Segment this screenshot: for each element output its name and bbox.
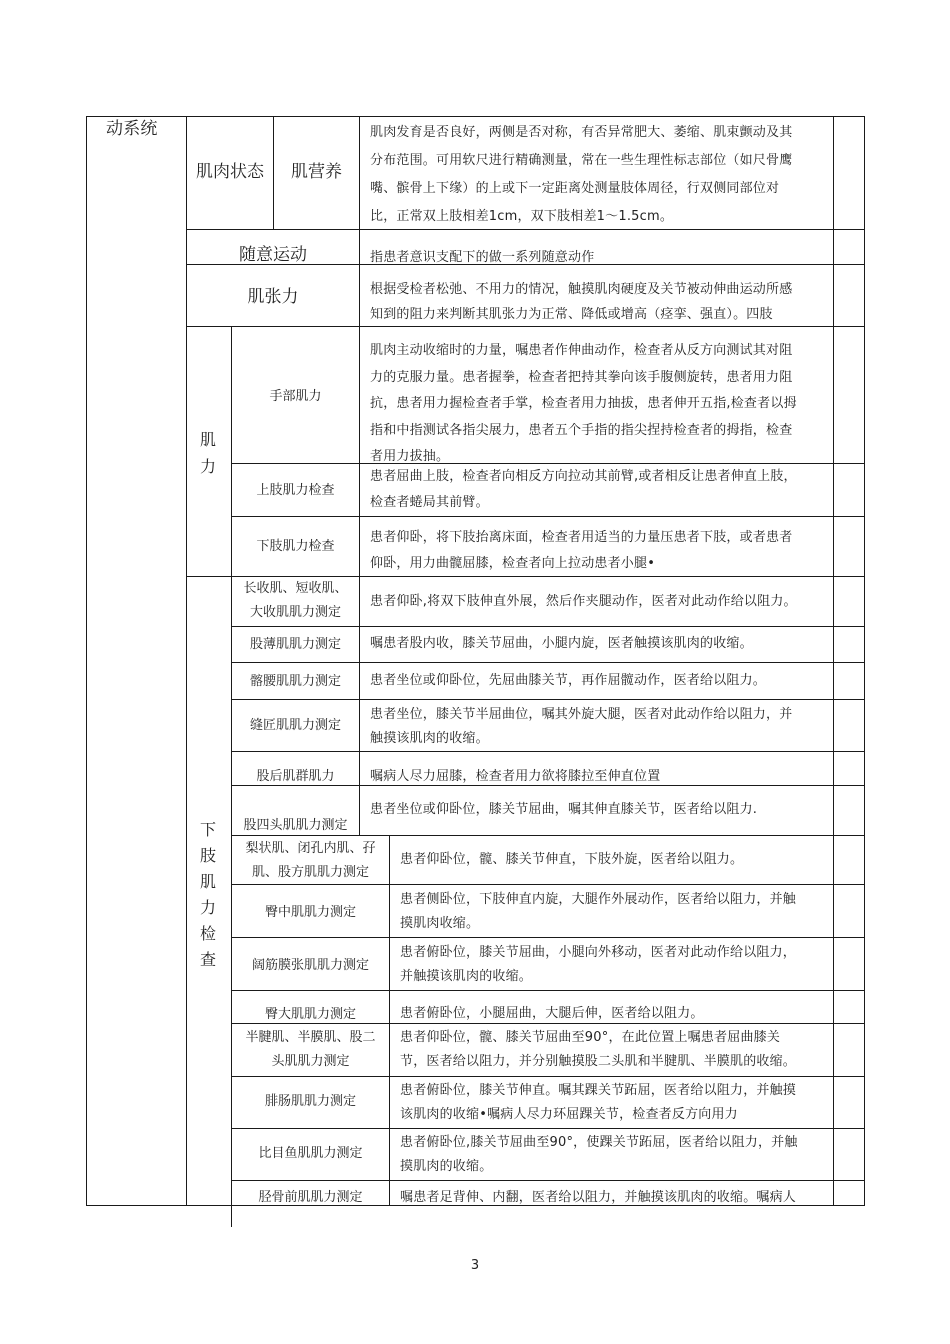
strength-group-label: 肌 力 (199, 430, 216, 476)
lower-limb-row-label: 臀中肌肌力测定 (264, 905, 356, 920)
row-line (231, 699, 865, 700)
strength-row-label: 手部肌力 (269, 389, 322, 404)
strength-row-desc: 肌肉主动收缩时的力量，嘱患者作伸曲动作，检查者从反方向测试其对阻 力的克服力量。患者握拳，检查者把持其拳向该手腹侧旋转，患者用力阻 抗，患者用力握检查者手掌，检查者用力抽拔，患者伸开五指,检查者以拇 指和中指测试各指尖展力，患者五个手指的指尖捏持检查者的拇指，检查 者用力拔抽。 (370, 343, 797, 464)
lower-limb-row-desc: 患者俯卧位,膝关节屈曲至90°，使踝关节跖屈，医者给以阻力，并触 摸肌肉的收缩。 (400, 1135, 798, 1174)
lower-limb-row-desc: 嘱患者股内收，膝关节屈曲，小腿内旋，医者触摸该肌肉的收缩。 (370, 636, 753, 651)
lower-limb-row-label: 阔筋膜张肌肌力测定 (251, 958, 369, 973)
lower-limb-row-desc: 患者仰卧位，髋、膝关节伸直，下肢外旋，医者给以阻力。 (400, 852, 744, 867)
lower-limb-group-label: 下 肢 肌 力 检 查 (199, 820, 216, 969)
lower-limb-row-desc: 患者侧卧位，下肢伸直内旋，大腿作外展动作，医者给以阻力，并触 摸肌肉收缩。 (400, 892, 797, 931)
lower-limb-row-desc: 患者仰卧位，髋、膝关节屈曲至90°，在此位置上嘱患者屈曲膝关 节，医者给以阻力，并分别触摸股二头肌和半腱肌、半膜肌的收缩。 (400, 1030, 797, 1069)
lower-limb-row-desc: 患者俯卧位，小腿屈曲，大腿后伸，医者给以阻力。 (400, 1006, 704, 1021)
lower-limb-row-desc: 患者坐位，膝关节半屈曲位，嘱其外旋大腿，医者对此动作给以阻力，并 触摸该肌肉的收缩。 (370, 707, 793, 746)
col-line-desc-upper (359, 116, 360, 835)
lower-limb-row-desc: 患者仰卧,将双下肢伸直外展，然后作夹腿动作，医者对此动作给以阻力。 (370, 594, 797, 609)
lower-limb-row-label: 长收肌、短收肌、 大收肌肌力测定 (243, 581, 348, 620)
voluntary-movement-desc: 指患者意识支配下的做一系列随意动作 (370, 250, 595, 265)
row-line (231, 1180, 865, 1181)
table-left-border (86, 116, 87, 1206)
muscle-nutrition-label: 肌营养 (291, 162, 342, 182)
lower-limb-row-label: 梨状肌、闭孔内肌、孖 肌、股方肌肌力测定 (245, 841, 376, 880)
row-line (231, 662, 865, 663)
row-line (231, 990, 865, 991)
lower-limb-row-label: 半腱肌、半膜肌、股二 头肌肌力测定 (245, 1030, 376, 1069)
muscle-nutrition-desc: 肌肉发育是否良好，两侧是否对称，有否异常肥大、萎缩、肌束颤动及其 分布范围。可用软尺进行精确测量，常在一些生理性标志部位（如尺骨鹰 嘴、髌骨上下缘）的上或下一定距离处测量肢体周径，行双侧同部位对 比，正常双上肢相差1cm，双下肢相差1～1.5cm。 (370, 125, 793, 224)
lower-limb-row-desc: 患者俯卧位，膝关节屈曲，小腿向外移动，医者对此动作给以阻力， 并触摸该肌肉的收缩。 (400, 945, 797, 984)
row-line (231, 937, 865, 938)
strength-row-label: 上肢肌力检查 (256, 483, 335, 498)
lower-limb-row-desc: 嘱患者足背伸、内翻，医者给以阻力，并触摸该肌肉的收缩。嘱病人 (400, 1190, 797, 1205)
lower-limb-row-label: 比目鱼肌肌力测定 (258, 1146, 363, 1161)
muscle-tone-label: 肌张力 (247, 287, 299, 307)
voluntary-movement-label: 随意运动 (239, 245, 307, 265)
table-right-border (864, 116, 865, 1206)
lower-limb-row-label: 股薄肌肌力测定 (249, 637, 341, 652)
page-number: 3 (470, 1258, 480, 1273)
lower-limb-row-label: 腓肠肌肌力测定 (264, 1094, 356, 1109)
lower-limb-row-label: 髂腰肌肌力测定 (249, 674, 341, 689)
muscle-state-group-label: 肌肉状态 (196, 162, 264, 182)
row-line (231, 1076, 865, 1077)
strength-row-desc: 患者屈曲上肢，检查者向相反方向拉动其前臂,或者相反让患者伸直上肢， 检查者蜷局其前臂。 (370, 469, 797, 510)
lower-limb-row-label: 股四头肌肌力测定 (243, 818, 348, 833)
lower-limb-row-label: 股后肌群肌力 (256, 769, 335, 784)
row-line (231, 751, 865, 752)
row-line (231, 516, 865, 517)
lower-limb-row-label: 臀大肌肌力测定 (264, 1007, 356, 1022)
col-line-system (186, 116, 187, 1206)
row-line (231, 626, 865, 627)
table-top-border (86, 116, 865, 117)
lower-limb-row-label: 缝匠肌肌力测定 (249, 718, 341, 733)
lower-limb-row-desc: 患者坐位或仰卧位，膝关节屈曲，嘱其伸直膝关节，医者给以阻力. (370, 802, 758, 817)
muscle-tone-desc: 根据受检者松弛、不用力的情况，触摸肌肉硬度及关节被动伸曲运动所感 知到的阻力来判断其肌张力为正常、降低或增高（痉挛、强直）。四肢 (370, 282, 793, 322)
lower-limb-row-desc: 患者俯卧位，膝关节伸直。嘱其踝关节跖屈，医者给以阻力，并触摸 该肌肉的收缩•嘱病人尽力环屈踝关节，检查者反方向用力 (400, 1083, 797, 1122)
lower-limb-row-label: 胫骨前肌肌力测定 (258, 1190, 363, 1205)
row-line (231, 1128, 865, 1129)
strength-row-desc: 患者仰卧，将下肢抬离床面，检查者用适当的力量压患者下肢，或者患者 仰卧，用力曲髋屈膝，检查者向上拉动患者小腿• (370, 530, 793, 571)
system-label: 动系统 (106, 119, 158, 139)
col-line-desc-lower (389, 835, 390, 1206)
lower-limb-row-desc: 患者坐位或仰卧位，先屈曲膝关节，再作屈髋动作，医者给以阻力。 (370, 673, 767, 688)
strength-row-label: 下肢肌力检查 (256, 539, 335, 554)
lower-limb-row-desc: 嘱病人尽力屈膝，检查者用力欲将膝拉至伸直位置 (370, 769, 661, 784)
col-line-remark (833, 116, 834, 1206)
